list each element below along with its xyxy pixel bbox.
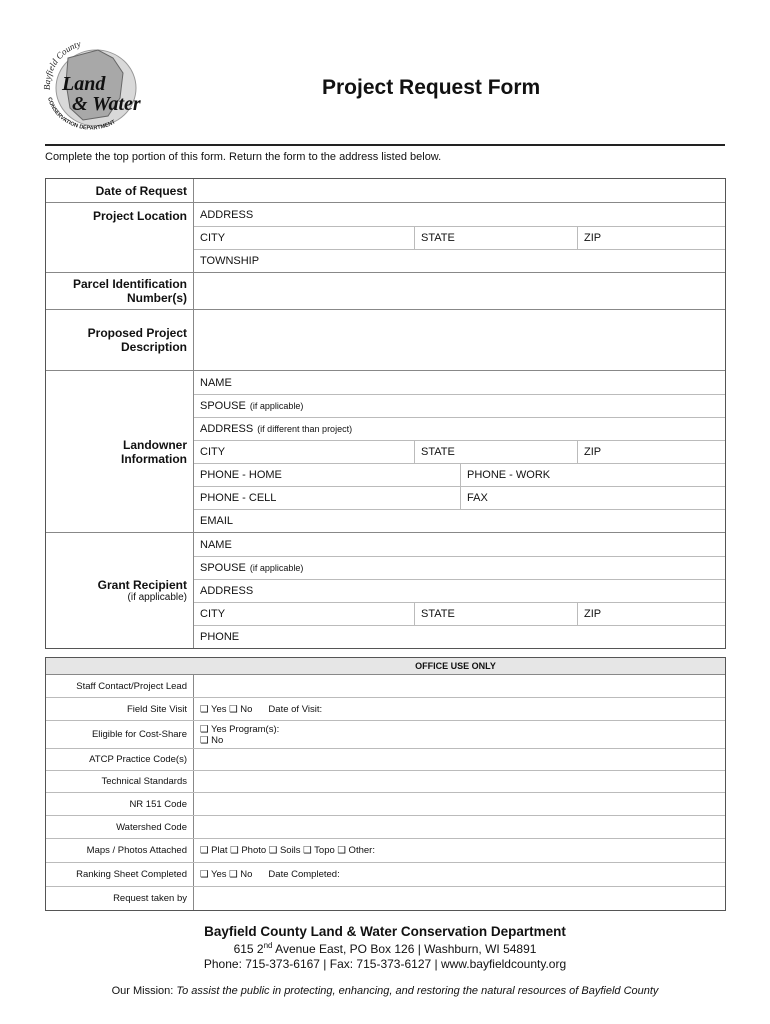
staff-contact-field[interactable]	[194, 675, 725, 697]
footer-address	[0, 941, 770, 956]
field-label: STATE	[421, 608, 455, 620]
grant-zip-field[interactable]	[577, 603, 725, 625]
field-label: ZIP	[584, 608, 602, 620]
proposed-project-field[interactable]	[194, 310, 725, 370]
mission-text: To assist the public in protecting, enhancing, and restoring the natural resources of Bayfield County	[176, 985, 659, 997]
parcel-id-label	[46, 273, 194, 309]
field-site-visit-label: Field Site Visit	[46, 698, 194, 720]
section-date-of-request	[46, 179, 725, 202]
office-row-nr151	[46, 792, 725, 815]
field-label: EMAIL	[200, 515, 234, 527]
landowner-city-field[interactable]	[194, 441, 414, 463]
office-row-staff-contact	[46, 675, 725, 697]
footer-department-name: Bayfield County Land & Water Conservation Department	[204, 924, 566, 939]
field-label: ADDRESS	[200, 208, 254, 221]
field-note: (if different than project)	[257, 424, 353, 434]
office-row-request-taken	[46, 886, 725, 910]
project-state-field[interactable]	[414, 227, 577, 249]
field-label: CITY	[200, 446, 226, 458]
section-proposed-project	[46, 309, 725, 370]
date-of-request-field[interactable]	[194, 179, 725, 202]
field-label: SPOUSE	[200, 562, 246, 574]
field-label: NAME	[200, 376, 232, 389]
parcel-id-field[interactable]	[194, 273, 725, 309]
office-row-atcp	[46, 748, 725, 770]
grant-city-field[interactable]	[194, 603, 414, 625]
mission-label: Our Mission:	[111, 985, 174, 997]
landowner-label	[46, 371, 194, 532]
staff-contact-label: Staff Contact/Project Lead	[46, 675, 194, 697]
field-label: ADDRESS	[200, 423, 254, 435]
field-label: CITY	[200, 608, 226, 620]
site-visit-yes-no-checkboxes[interactable]: ❑ Yes ❑ No	[200, 703, 253, 715]
grant-recipient-label-text: Grant Recipient	[97, 578, 187, 592]
proposed-project-label	[46, 310, 194, 370]
project-location-label-text: Project Location	[92, 209, 187, 223]
field-label: TOWNSHIP	[200, 255, 260, 267]
field-label: PHONE - HOME	[200, 469, 282, 481]
parcel-id-label-line2: Number(s)	[126, 291, 187, 305]
proposed-project-label-line2: Description	[120, 340, 187, 354]
logo-word-land: Land	[62, 73, 106, 95]
landowner-label-line2: Information	[121, 451, 187, 466]
landowner-zip-field[interactable]	[577, 441, 725, 463]
landowner-name-field[interactable]	[194, 371, 725, 394]
watershed-field[interactable]	[194, 816, 725, 838]
grant-address-field[interactable]	[194, 580, 725, 602]
project-location-label	[46, 203, 194, 272]
project-address-field[interactable]	[194, 203, 725, 226]
ranking-label: Ranking Sheet Completed	[46, 863, 194, 886]
title-divider	[45, 144, 725, 146]
field-label: PHONE - CELL	[200, 492, 277, 504]
field-label: ZIP	[584, 446, 602, 458]
office-use-table	[45, 657, 726, 911]
landowner-phone-cell-field[interactable]	[194, 487, 460, 509]
field-label: CITY	[200, 232, 226, 244]
office-row-field-site-visit	[46, 697, 725, 720]
landowner-spouse-field[interactable]	[194, 395, 725, 417]
logo-arc-text: Bayfield County	[41, 38, 82, 91]
maps-options-checkboxes[interactable]: ❑ Plat ❑ Photo ❑ Soils ❑ Topo ❑ Other:	[200, 845, 375, 856]
section-grant-recipient	[46, 532, 725, 648]
footer-address-part1: 615 2	[233, 942, 264, 956]
project-township-field[interactable]	[194, 250, 725, 272]
eligible-no-checkbox[interactable]: ❑ No	[200, 734, 224, 746]
date-of-request-label-text: Date of Request	[95, 183, 187, 198]
field-label: STATE	[421, 446, 455, 458]
date-of-request-label	[46, 179, 194, 202]
logo-word-water: & Water	[72, 93, 141, 115]
proposed-project-label-line1: Proposed Project	[87, 326, 187, 340]
department-logo	[38, 38, 148, 138]
field-site-visit-field[interactable]	[194, 698, 725, 720]
grant-state-field[interactable]	[414, 603, 577, 625]
logo-graphic	[38, 38, 148, 138]
page-title: Project Request Form	[322, 76, 541, 99]
atcp-label: ATCP Practice Code(s)	[46, 749, 194, 770]
maps-field[interactable]	[194, 839, 725, 862]
watershed-label: Watershed Code	[46, 816, 194, 838]
nr151-label: NR 151 Code	[46, 793, 194, 815]
grant-phone-field[interactable]	[194, 626, 725, 648]
landowner-phone-home-field[interactable]	[194, 464, 460, 486]
landowner-address-field[interactable]	[194, 418, 725, 440]
office-row-ranking	[46, 862, 725, 886]
field-label: FAX	[467, 492, 488, 504]
instructions-text: Complete the top portion of this form. Return the form to the address listed below.	[45, 151, 442, 163]
office-row-watershed	[46, 815, 725, 838]
footer-address-sup: nd	[263, 941, 273, 950]
office-use-header: OFFICE USE ONLY	[46, 658, 725, 675]
footer-address-part2: Avenue East, PO Box 126 | Washburn, WI 54891	[272, 942, 537, 956]
parcel-id-label-line1: Parcel Identification	[72, 277, 187, 291]
date-of-visit-label: Date of Visit:	[268, 703, 323, 715]
ranking-yes-no-checkboxes[interactable]: ❑ Yes ❑ No	[200, 869, 253, 880]
grant-recipient-label-note: (if applicable)	[127, 592, 187, 603]
field-label: NAME	[200, 538, 232, 551]
field-label: STATE	[421, 232, 455, 244]
eligible-label: Eligible for Cost-Share	[46, 721, 194, 748]
eligible-field[interactable]	[194, 721, 725, 748]
grant-name-field[interactable]	[194, 533, 725, 556]
project-zip-field[interactable]	[577, 227, 725, 249]
field-note: (if applicable)	[249, 401, 304, 411]
eligible-yes-checkbox[interactable]: ❑ Yes Program(s):	[200, 723, 280, 735]
landowner-state-field[interactable]	[414, 441, 577, 463]
field-label: ZIP	[584, 232, 602, 244]
footer-mission	[0, 985, 770, 997]
footer-contact: Phone: 715-373-6167 | Fax: 715-373-6127 | www.bayfieldcounty.org	[203, 957, 567, 971]
office-row-eligible	[46, 720, 725, 748]
landowner-label-line1: Landowner	[122, 437, 187, 452]
maps-label: Maps / Photos Attached	[46, 839, 194, 862]
request-taken-label: Request taken by	[46, 887, 194, 910]
field-label: SPOUSE	[200, 400, 246, 412]
ranking-field[interactable]	[194, 863, 725, 886]
section-landowner	[46, 370, 725, 532]
landowner-email-field[interactable]	[194, 510, 725, 532]
technical-standards-label: Technical Standards	[46, 771, 194, 792]
office-row-maps	[46, 838, 725, 862]
field-label: PHONE	[200, 631, 240, 643]
section-parcel-id	[46, 272, 725, 309]
field-label: PHONE - WORK	[467, 469, 551, 481]
grant-spouse-field[interactable]	[194, 557, 725, 579]
technical-standards-field[interactable]	[194, 771, 725, 792]
office-row-technical	[46, 770, 725, 792]
date-completed-label: Date Completed:	[268, 869, 340, 880]
project-city-field[interactable]	[194, 227, 414, 249]
field-note: (if applicable)	[249, 563, 304, 573]
request-taken-field[interactable]	[194, 887, 725, 910]
landowner-phone-work-field[interactable]	[460, 464, 725, 486]
atcp-field[interactable]	[194, 749, 725, 770]
project-request-table	[45, 178, 726, 649]
nr151-field[interactable]	[194, 793, 725, 815]
grant-recipient-label	[46, 533, 194, 648]
field-label: ADDRESS	[200, 585, 254, 597]
logo-bottom-text: CONSERVATION DEPARTMENT	[46, 96, 117, 132]
landowner-fax-field[interactable]	[460, 487, 725, 509]
section-project-location	[46, 202, 725, 272]
